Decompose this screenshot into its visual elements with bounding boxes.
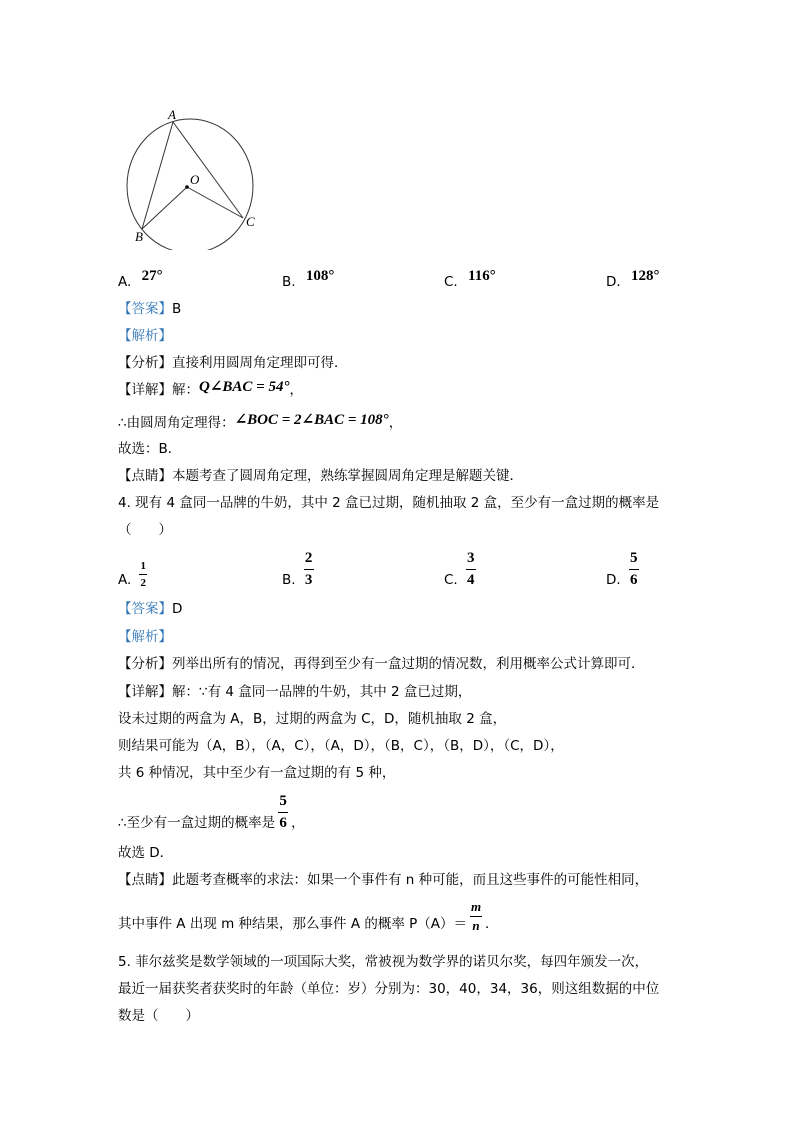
- formula-fraction: [470, 900, 482, 933]
- punctuation: ，: [388, 415, 403, 431]
- fenxi-text: 直接利用圆周角定理即可得．: [172, 355, 348, 371]
- denominator: 6: [279, 815, 287, 831]
- fenxi-line: [118, 655, 645, 673]
- dianjing-line-2: [118, 900, 499, 933]
- answer-line: [118, 300, 181, 318]
- solution-line: 则结果可能为（A，B），（A，C），（A，D），（B，C），（B，D），（C，D），: [118, 738, 564, 754]
- dianjing-prefix: 其中事件 A 出现 m 种结果，那么事件 A 的概率 P（A）＝: [118, 916, 468, 932]
- option-fraction: [629, 550, 639, 589]
- xiangjie-tag: 【详解】: [118, 382, 172, 398]
- numerator: 2: [304, 550, 313, 566]
- denominator: 3: [304, 572, 313, 588]
- label-b: B: [135, 229, 143, 244]
- option-d: [606, 550, 642, 589]
- circle-figure: [110, 100, 280, 250]
- option-value: 27°: [141, 268, 163, 284]
- denominator: n: [472, 918, 480, 933]
- dianjing-tag: 【点睛】: [118, 468, 172, 484]
- math-expression: ∠BOC = 2∠BAC = 108°: [234, 412, 389, 428]
- option-fraction: [466, 550, 476, 589]
- option-b: [282, 550, 317, 589]
- fenxi-line: [118, 354, 348, 372]
- answer-line: [118, 600, 182, 618]
- xiangjie-tag: 【详解】: [118, 684, 172, 700]
- punctuation: ．: [485, 916, 499, 932]
- radius-ob: [142, 187, 187, 229]
- label-a: A: [168, 107, 176, 122]
- option-value: 108°: [305, 268, 335, 284]
- option-letter: D.: [606, 572, 621, 588]
- option-letter: A.: [118, 572, 132, 588]
- label-c: C: [246, 214, 255, 229]
- step2-prefix: ∴由圆周角定理得：: [118, 415, 235, 431]
- conclusion: 故选 D．: [118, 845, 174, 861]
- option-a: [118, 560, 150, 589]
- punctuation: ，: [291, 815, 305, 831]
- probability-prefix: ∴至少有一盒过期的概率是: [118, 815, 276, 831]
- answer-tag: 【答案】: [118, 601, 172, 617]
- punctuation: ，: [289, 382, 303, 398]
- answer-value: D: [172, 601, 183, 617]
- numerator: 3: [466, 550, 475, 566]
- numerator: 5: [279, 793, 287, 809]
- radius-oc: [187, 187, 243, 218]
- option-letter: D.: [606, 274, 621, 290]
- answer-value: B: [172, 301, 182, 317]
- conclusion: 故选：B．: [118, 441, 182, 457]
- option-letter: C.: [444, 572, 458, 588]
- center-point: [185, 185, 189, 189]
- option-value: 116°: [468, 268, 496, 284]
- q5-stem-line: 5. 菲尔兹奖是数学领域的一项国际大奖，常被视为数学界的诺贝尔奖，每四年颁发一次，: [118, 954, 649, 970]
- denominator: 4: [466, 572, 475, 588]
- solution-line: 共 6 种情况，其中至少有一盒过期的有 5 种，: [118, 765, 396, 781]
- q4-stem-blank: （ ）: [118, 522, 172, 538]
- option-fraction: [139, 560, 147, 589]
- option-letter: B.: [282, 274, 296, 290]
- option-value: 128°: [630, 268, 660, 284]
- denominator: 6: [629, 572, 638, 588]
- xiangjie-line: [118, 381, 303, 399]
- q5-stem-line: 数是（ ）: [118, 1008, 199, 1024]
- xiangjie-text: 解：∵有 4 盒同一品牌的牛奶，其中 2 盒已过期，: [172, 684, 472, 700]
- probability-fraction: [278, 793, 288, 832]
- xiangjie-line: [118, 683, 471, 701]
- fenxi-text: 列举出所有的情况，再得到至少有一盒过期的情况数，利用概率公式计算即可．: [172, 656, 645, 672]
- step2-line: [118, 414, 402, 432]
- dianjing-line: [118, 467, 523, 485]
- numerator: 5: [629, 550, 638, 566]
- numerator: m: [470, 899, 482, 914]
- dianjing-text: 此题考查概率的求法：如果一个事件有 n 种可能，而且这些事件的可能性相同，: [172, 872, 649, 888]
- xiangjie-prefix: 解：: [172, 382, 199, 398]
- fenxi-tag: 【分析】: [118, 656, 172, 672]
- dianjing-line: [118, 871, 648, 889]
- numerator: 1: [140, 560, 147, 572]
- denominator: 2: [140, 577, 147, 589]
- option-letter: B.: [282, 572, 296, 588]
- option-letter: A.: [118, 274, 132, 290]
- analysis-tag: 【解析】: [118, 328, 172, 344]
- analysis-tag: 【解析】: [118, 629, 172, 645]
- answer-tag: 【答案】: [118, 301, 172, 317]
- probability-line: [118, 793, 305, 832]
- q5-stem-line: 最近一届获奖者获奖时的年龄（单位：岁）分别为：30，40，34，36，则这组数据的中位: [118, 981, 660, 997]
- solution-line: 设未过期的两盒为 A，B，过期的两盒为 C，D，随机抽取 2 盒，: [118, 711, 507, 727]
- option-c: [444, 550, 479, 589]
- fenxi-tag: 【分析】: [118, 355, 172, 371]
- math-expression: Q∠BAC = 54°: [199, 379, 290, 395]
- dianjing-tag: 【点睛】: [118, 872, 172, 888]
- q4-stem: 4. 现有 4 盒同一品牌的牛奶，其中 2 盒已过期，随机抽取 2 盒，至少有一盒过期的概率是: [118, 495, 660, 511]
- dianjing-text: 本题考查了圆周角定理，熟练掌握圆周角定理是解题关键．: [172, 468, 523, 484]
- option-fraction: [304, 550, 314, 589]
- label-o: O: [190, 172, 200, 187]
- option-letter: C.: [444, 274, 458, 290]
